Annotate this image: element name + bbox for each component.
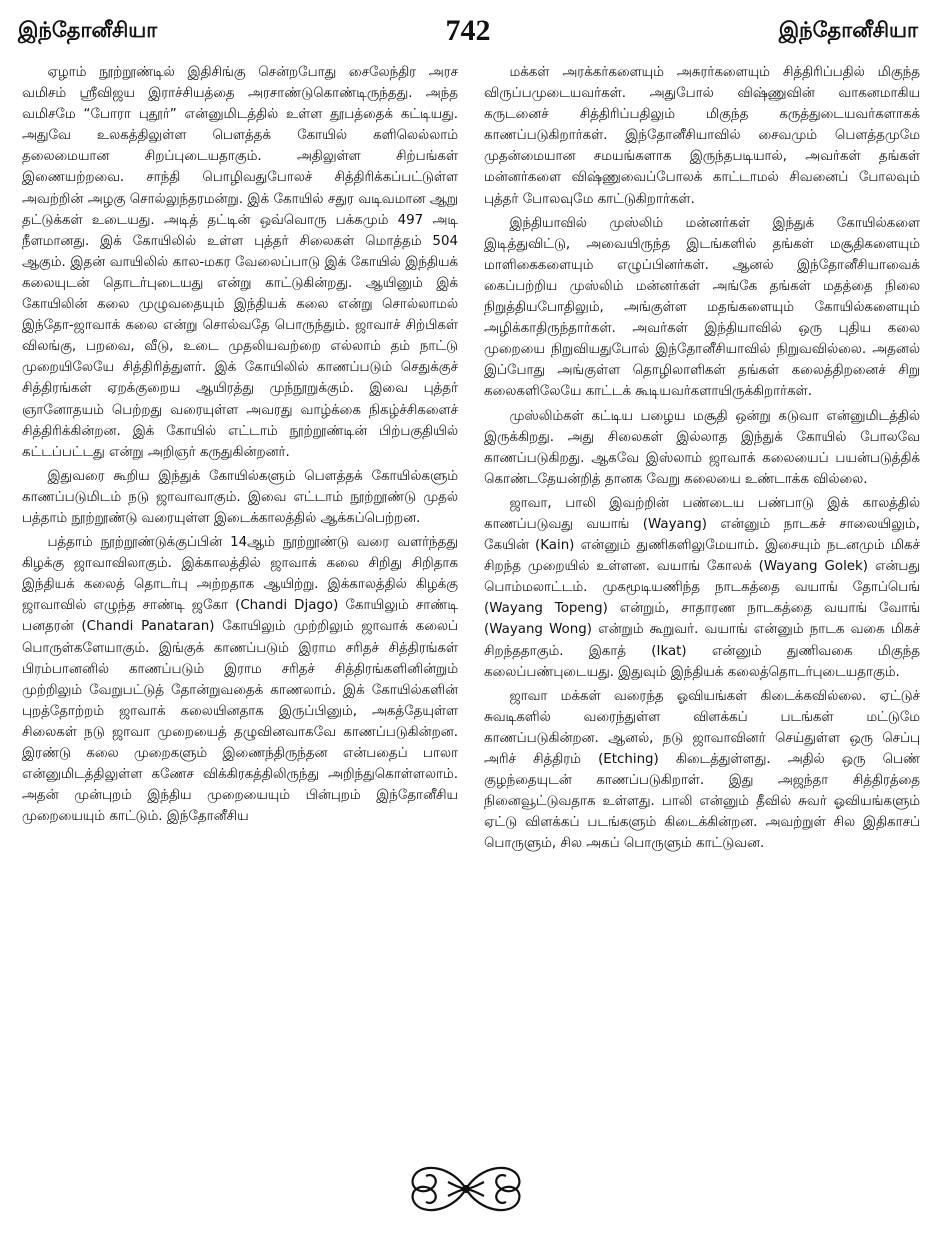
paragraph: ஏழாம் நூற்றூண்டில் இதிசிங்கு சென்றபோது சைலேந்திர அரச வமிசம் ஸ்ரீவிஜய இராச்சியத்தை அரசாண்டுகொண்டிருந்தது. அந்த வமிசமே “போரா புதூர்” என்னுமிடத்தில் உள்ள தூபத்தைக் கட்டியது. அதுவே உலகத்திலுள்ள பௌத்தக் கோயில் களிலெல்லாம் தலைமையான சிறப்புடையதாகும். அதிலுள்ள சிற்பங்கள் இணையற்றவை. சாந்தி பொழிவதுபோலச் சித்திரிக்கப்பட்டுள்ள அவற்றின் அழகு சொல்லுந்தரமன்று. இக் கோயில் சதுர வடிவமான ஆறு தட்டுக்கள் உடையது. அடித் தட்டின் ஒவ்வொரு பக்கமும் 497 அடி நீளமானது. இக் கோயிலில் உள்ள புத்தர் சிலைகள் மொத்தம் 504 ஆகும். இதன் வாயிலில் கால-மகர வேலைப்பாடு இக் கோயில் இந்தியக் கலையுடன் தொடர்புடையது என்று காட்டுகின்றது. ஆயினும் இக் கோயிலின் கலை முழுவதையும் இந்தியக் கலை என்று சொல்லாமல் இந்தோ-ஜாவாக் கலை என்று சொல்வதே பொருந்தும். ஜாவாச் சிற்பிகள் விலங்கு, பறவை, வீடு, உடை முதலியவற்றை எல்லாம் தம் நாட்டு முறையிலேயே சித்திரித்துளர். இக் கோயிலில் காணப்படும் செதுக்குச் சித்திரங்கள் ஏறக்குறைய ஆயிரத்து முந்நூறுக்கும். இவை புத்தர் ஞானோதயம் பெற்றது வரையுள்ள அவரது வாழ்க்கை நிகழ்ச்சிகளைச் சித்திரிக்கின்றன. இக் கோயில் எட்டாம் நூற்றூண்டின் பிற்பகுதியில் கட்டப்பட்டது என்று அறிஞர் கருதுகின்றனர். xyxy=(22,65,458,460)
paragraph: இதுவரை கூறிய இந்துக் கோயில்களும் பௌத்தக் கோயில்களும் காணப்படுமிடம் நடு ஜாவாவாகும். இவை எட்டாம் நூற்றூண்டு முதல் பத்தாம் நூற்றூண்டு வரையுள்ள இடைக்காலத்தில் ஆக்கப்பெற்றன. xyxy=(22,468,458,526)
paragraph: இந்தியாவில் முஸ்லிம் மன்னர்கள் இந்துக் கோயில்களை இடித்துவிட்டு, அவையிருந்த இடங்களில் தங்கள் மசூதிகளையும் மாளிகைகளையும் எழுப்பினர்கள். ஆனல் இந்தோனீசியாவைக் கைப்பற்றிய முஸ்லிம் மன்னர்கள் அங்கே தங்கள் மதத்தை நிலை நிறுத்தியபோதிலும், அங்குள்ள மதங்களையும் கோயில்களையும் அழிக்காதிருந்தார்கள். அவர்கள் இந்தியாவில் ஒரு புதிய கலை முறையை நிறுவியதுபோல் இந்தோனீசியாவில் நிறுவவில்லை. அதனல் இப்போது அங்குள்ள தொழிலாளிகள் தங்கள் கலைத்திறனைச் சிறு கலைகளிலேயே காட்டக் கூடியவர்களாயிருக்கிறார்கள். xyxy=(484,215,920,400)
paragraph: பத்தாம் நூற்றூண்டுக்குப்பின் 14ஆம் நூற்றூண்டு வரை வளர்ந்தது கிழக்கு ஜாவாவிலாகும். இக்காலத்தில் ஜாவாக் கலை சிறிது சிறிதாக இந்தியக் கலைத் தொடர்பு அற்றதாக ஆயிற்று. இக்காலத்தில் கிழக்கு ஜாவாவில் எழுந்த சாண்டி ஜகோ (Chandi Djago) கோயிலும் சாண்டி பனதரன் (Chandi Panataran) கோயிலும் முற்றிலும் ஜாவாக் கலைப் பொருள்களேயாகும். இங்குக் காணப்படும் இராம சரிதச் சித்திரங்கள் பிரம்பானனில் காணப்படும் இராம சரிதச் சித்திரங்களினின்றும் முற்றிலும் வேறுபட்டுத் தோன்றுவதைக் காணலாம். இக் கோயில்களின் புறத்தோற்றம் ஜாவாக் கலையினதாக இருப்பினும், அகத்தேயுள்ள சிலைகள் நடு ஜாவா முறையைத் தழுவினவாகவே காணப்படுகின்றன. இரண்டு கலை முறைகளும் இணைந்திருந்தன என்பதைப் பாலா என்னுமிடத்திலுள்ள கணேச விக்கிரகத்திலிருந்து அறிந்துகொள்ளலாம். அதன் முன்புறம் இந்திய முறையையும் பின்புறம் இந்தோனீசிய முறையையும் காட்டும். இந்தோனீசிய xyxy=(22,535,458,825)
running-title-left: இந்தோனீசியா xyxy=(18,18,158,42)
running-title-right: இந்தோனீசியா xyxy=(778,18,918,42)
page-number: 742 xyxy=(445,14,491,47)
paragraph: ஜாவா, பாலி இவற்றின் பண்டைய பண்பாடு இக் காலத்தில் காணப்படுவது வயாங் (Wayang) என்னும் நாடகச் சாலையிலும், கேயின் (Kain) என்னும் துணிகளிலுமேயாம். இசையும் நடனமும் மிகச் சிறந்த முறையில் உள்ளன. வயாங் கோலக் (Wayang Golek) என்பது பொம்மலாட்டம். முகமூடியணிந்த நாடகத்தை வயாங் தோப்பெங் (Wayang Topeng) என்றும், சாதாரண நாடகத்தை வயாங் வோங் (Wayang Wong) என்றும் கூறுவர். வயாங் என்னும் நாடக வகை மிகச் சிறந்ததாகும். இகாத் (Ikat) என்னும் துணிவகை மிகுந்த கலைப்பண்புடையது. இதுவும் இந்தியக் கலைத்தொடர்புடையதாகும். xyxy=(484,495,920,680)
page-header xyxy=(18,14,918,46)
paragraph: மக்கள் அரக்கர்களையும் அசுரர்களையும் சித்திரிப்பதில் மிகுந்த விருப்பமுடையவர்கள். அதுபோல் விஷ்ணுவின் வாகனமாகிய கருடனைச் சித்திரிப்பதிலும் மிகுந்த கருத்துடையவர்களாகக் காணப்படுகிறார்கள். இந்தோனீசியாவில் சைவமும் பௌத்தமுமே முதன்மையான சமயங்களாக இருந்தபடியால், அவர்கள் தங்கள் மன்னர்களை விஷ்ணுவைப்போலக் காட்டாமல் சிவனைப் போலவும் புத்தர் போலவுமே காட்டுகிறார்கள். xyxy=(484,65,920,207)
left-column xyxy=(22,62,458,830)
paragraph: ஜாவா மக்கள் வரைந்த ஓவியங்கள் கிடைக்கவில்லை. ஏட்டுச் சுவடிகளில் வரைந்துள்ள விளக்கப் படங்கள் மட்டுமே காணப்படுகின்றன. ஆனல், நடு ஜாவாவினர் செய்துள்ள ஒரு செப்பு அரிச் சித்திரம் (Etching) கிடைத்துள்ளது. அதில் ஒரு பெண் குழந்தையுடன் காணப்படுகிறாள். இது அஜந்தா சித்திரத்தை நினைவூட்டுவதாக உள்ளது. பாலி என்னும் தீவில் சுவர் ஓவியங்களும் ஏட்டு விளக்கப் படங்களும் கிடைக்கின்றன. அவற்றுள் சில இதிகாசப் பொருளும், சில அகப் பொருளும் காட்டுவன. xyxy=(484,688,920,852)
floral-ornament-icon xyxy=(404,1158,528,1220)
paragraph: முஸ்லிம்கள் கட்டிய பழைய மசூதி ஒன்று கடுவா என்னுமிடத்தில் இருக்கிறது. அது சிலைகள் இல்லாத இந்துக் கோயில் போலவே காணப்படுகிறது. ஆகவே இஸ்லாம் ஜாவாக் கலையைப் பயன்படுத்திக் கொண்டதேயன்றித் தானக வேறு கலையை உண்டாக்க வில்லை. xyxy=(484,408,920,487)
right-column xyxy=(484,62,920,857)
